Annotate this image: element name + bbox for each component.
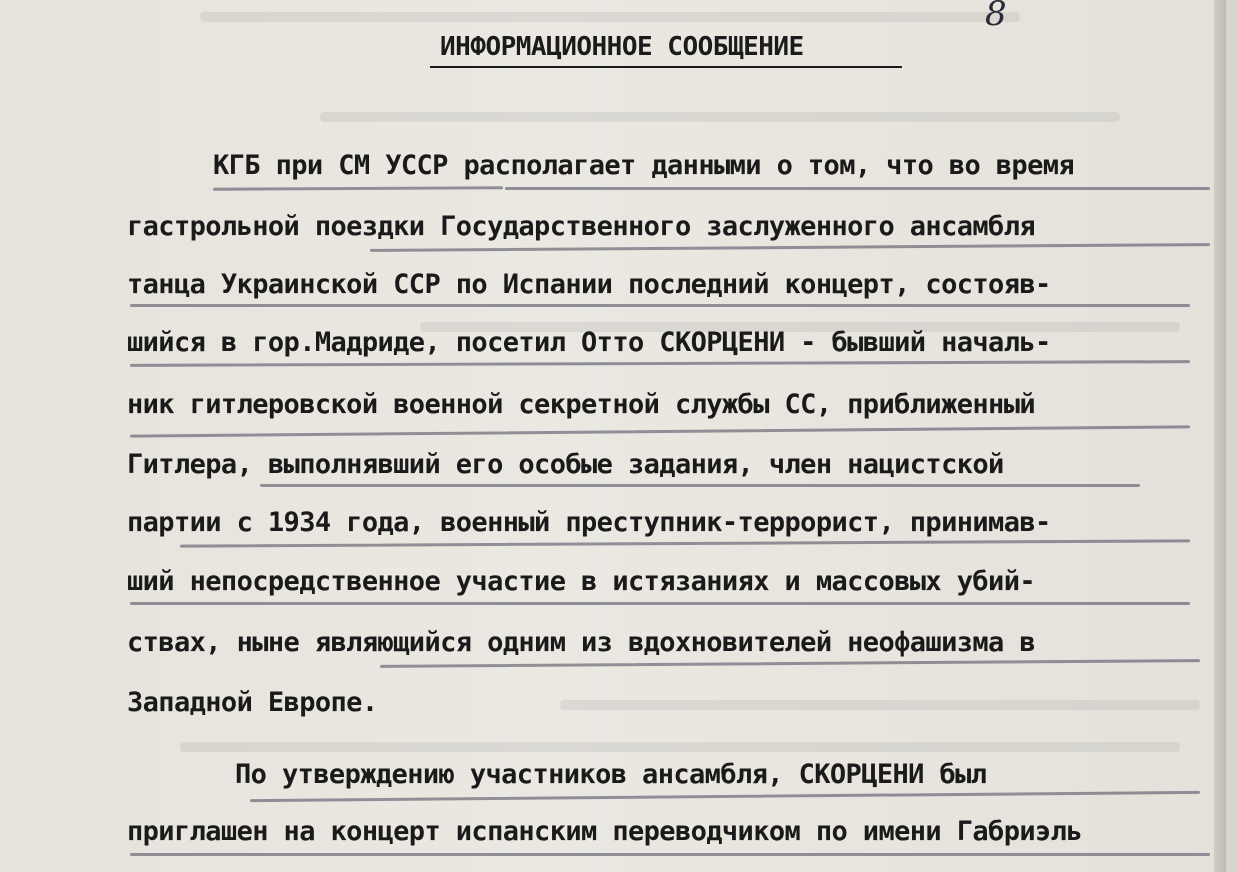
title-underline xyxy=(430,66,902,68)
pen-underline xyxy=(130,602,1190,605)
pen-underline xyxy=(213,186,503,191)
text-line: ник гитлеровской военной секретной службы СС, приближенный xyxy=(127,389,1036,420)
page-number: 8 xyxy=(985,0,1007,34)
pen-underline xyxy=(260,484,1140,487)
show-through-mark xyxy=(200,12,1020,22)
show-through-mark xyxy=(320,112,1120,122)
pen-underline xyxy=(380,659,1200,668)
pen-underline xyxy=(130,853,1210,856)
pen-underline xyxy=(180,539,1190,547)
text-line: партии с 1934 года, военный преступник-террорист, принимав- xyxy=(127,507,1051,538)
text-line: Западной Европе. xyxy=(127,687,378,718)
document-title: ИНФОРМАЦИОННОЕ СООБЩЕНИЕ xyxy=(440,32,804,62)
text-line: ший непосредственное участие в истязаниях и массовых убий- xyxy=(127,566,1036,597)
text-line: По утверждению участников ансамбля, СКОРЦЕНИ был xyxy=(235,759,987,790)
pen-underline xyxy=(130,360,1190,367)
text-line: Гитлера, выполнявший его особые задания, член нацистской xyxy=(127,449,1004,480)
text-line: танца Украинской ССР по Испании последний концерт, состояв- xyxy=(127,269,1051,300)
pen-underline xyxy=(505,187,1210,190)
pen-underline xyxy=(250,791,1200,802)
text-line: шийся в гор.Мадриде, посетил Отто СКОРЦЕНИ - бывший началь- xyxy=(127,327,1051,358)
text-line: ствах, ныне являющийся одним из вдохновителей неофашизма в xyxy=(127,627,1036,658)
show-through-mark xyxy=(180,742,1180,752)
text-line: гастрольной поездки Государственного заслуженного ансамбля xyxy=(127,211,1036,242)
pen-underline xyxy=(130,304,1190,307)
pen-underline xyxy=(370,243,1210,252)
text-line: КГБ при СМ УССР располагает данными о том, что во время xyxy=(213,150,1075,181)
page-edge xyxy=(1214,0,1226,872)
pen-underline xyxy=(130,425,1190,437)
text-line: приглашен на концерт испанским переводчиком по имени Габриэль xyxy=(127,816,1082,847)
show-through-mark xyxy=(560,700,1200,710)
